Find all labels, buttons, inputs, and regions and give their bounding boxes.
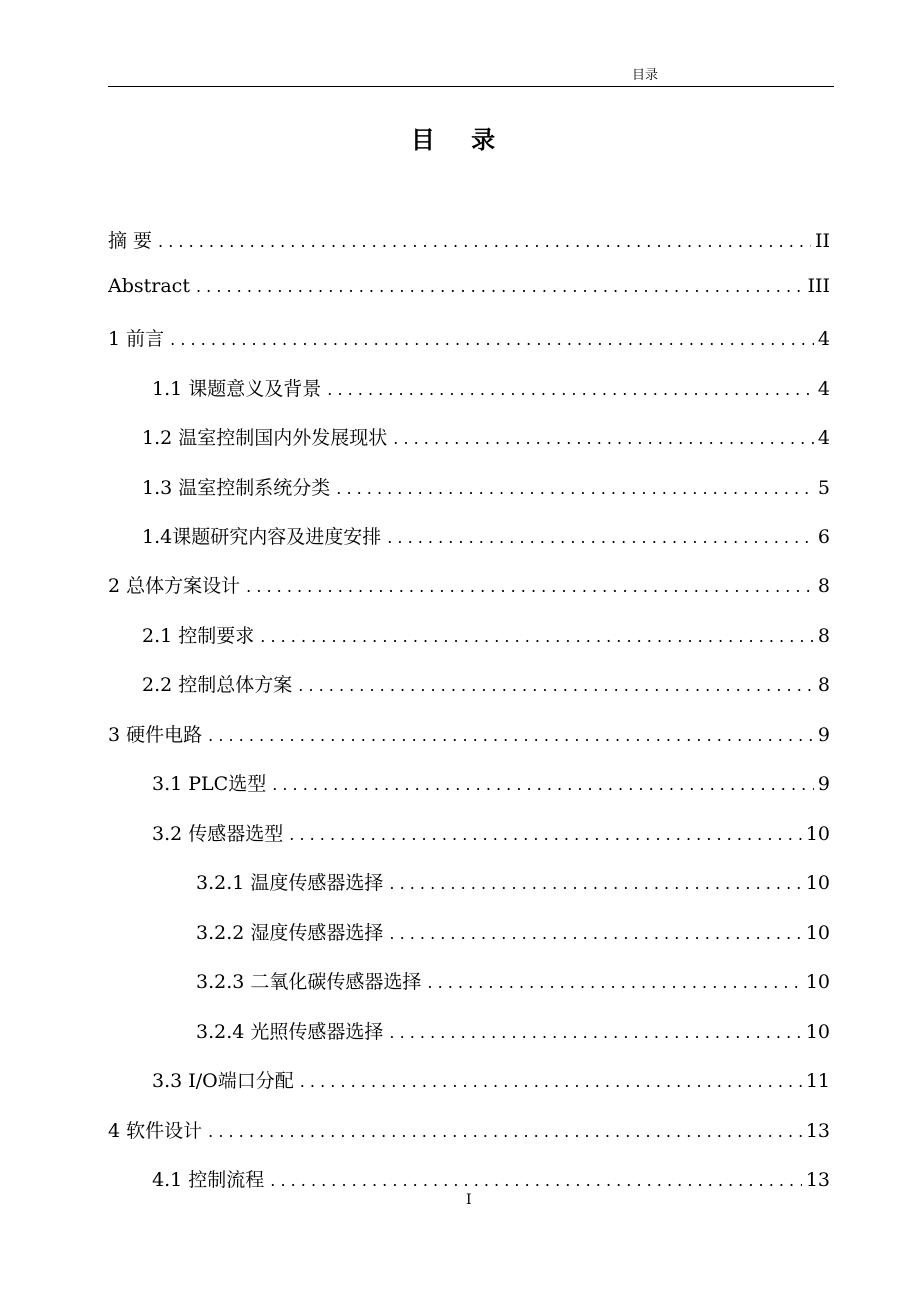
toc-entry-label: 1.2 温室控制国内外发展现状: [142, 427, 388, 449]
toc-leader: [208, 726, 814, 745]
toc-leader: [327, 380, 814, 399]
toc-entry-label: 4.1 控制流程: [152, 1169, 265, 1191]
toc-entry[interactable]: [142, 670, 830, 696]
toc-entry-label: 2 总体方案设计: [108, 575, 241, 597]
toc-entry[interactable]: [108, 1116, 830, 1142]
toc-entry-page: 8: [817, 575, 830, 597]
toc-leader: [196, 277, 804, 296]
toc-leader: [260, 627, 814, 646]
toc-leader: [389, 1023, 801, 1042]
toc-entry-page: 10: [805, 823, 830, 845]
toc-entry[interactable]: [196, 1017, 830, 1043]
toc-leader: [170, 330, 814, 349]
toc-entry[interactable]: [108, 226, 830, 252]
toc-leader: [246, 577, 814, 596]
toc-entry-label: 3.2.2 湿度传感器选择: [196, 922, 384, 944]
toc-entry-page: 10: [805, 872, 830, 894]
toc-entry-label: 2.1 控制要求: [142, 625, 255, 647]
toc-entry[interactable]: [142, 522, 830, 548]
toc-entry[interactable]: [108, 720, 830, 746]
toc-entry-label: 1.1 课题意义及背景: [152, 378, 322, 400]
page-number-text: I: [466, 1192, 472, 1208]
toc-entry-label: 1 前言: [108, 328, 165, 350]
toc-leader: [289, 825, 802, 844]
toc-entry-page: 8: [817, 625, 830, 647]
toc-leader: [158, 232, 811, 251]
toc-entry-label: Abstract: [108, 275, 190, 297]
toc-entry-page: 4: [817, 328, 830, 350]
toc-entry-label: 4 软件设计: [108, 1120, 203, 1142]
toc-entry[interactable]: [152, 819, 830, 845]
toc-entry-label: 3.2.1 温度传感器选择: [196, 872, 384, 894]
toc-entry-label: 2.2 控制总体方案: [142, 674, 293, 696]
toc-entry-label: 3 硬件电路: [108, 724, 203, 746]
toc-entry-label: 1.3 温室控制系统分类: [142, 477, 331, 499]
toc-entry-page: II: [814, 230, 830, 252]
toc-entry-label: 3.1 PLC选型: [152, 773, 267, 795]
toc-entry[interactable]: [142, 423, 830, 449]
toc-entry[interactable]: [196, 918, 830, 944]
toc-entry-page: 10: [805, 971, 830, 993]
toc-entry[interactable]: [152, 1066, 830, 1092]
toc-entry-page: 6: [817, 526, 830, 548]
toc-entry-label: 3.2.3 二氧化碳传感器选择: [196, 971, 422, 993]
toc-leader: [300, 1072, 802, 1091]
toc-entry[interactable]: [108, 571, 830, 597]
toc-entry-page: 13: [805, 1120, 830, 1142]
toc-entry-page: 10: [805, 922, 830, 944]
running-header-text: 目录: [632, 68, 659, 83]
toc-entry[interactable]: [108, 324, 830, 350]
toc-entry-page: 10: [805, 1021, 830, 1043]
toc-entry[interactable]: [108, 275, 830, 301]
toc-entry[interactable]: [152, 769, 830, 795]
toc-entry[interactable]: [152, 1165, 830, 1191]
toc-entry-page: III: [807, 275, 830, 297]
toc-entry-page: 4: [817, 378, 830, 400]
toc-leader: [298, 676, 814, 695]
toc-entry[interactable]: [196, 967, 830, 993]
toc-leader: [393, 429, 814, 448]
header-rule: [108, 86, 834, 87]
toc-entry-page: 4: [817, 427, 830, 449]
toc-entry[interactable]: [142, 621, 830, 647]
toc-entry-label: 3.2 传感器选型: [152, 823, 284, 845]
page-title: 目 录: [410, 126, 510, 154]
toc-entry-page: 11: [805, 1070, 830, 1092]
toc-leader: [270, 1171, 802, 1190]
toc-entry[interactable]: [152, 374, 830, 400]
toc-leader: [427, 973, 801, 992]
toc-entry-page: 5: [817, 477, 830, 499]
toc-entry-label: 1.4课题研究内容及进度安排: [142, 526, 382, 548]
toc-entry-page: 9: [817, 724, 830, 746]
toc-leader: [389, 924, 801, 943]
toc-entry-label: 3.3 I/O端口分配: [152, 1070, 294, 1092]
toc-leader: [389, 874, 801, 893]
toc-entry-page: 13: [805, 1169, 830, 1191]
toc-leader: [387, 528, 814, 547]
toc-leader: [336, 479, 814, 498]
toc-entry-page: 8: [817, 674, 830, 696]
toc-entry[interactable]: [142, 473, 830, 499]
toc-leader: [208, 1122, 802, 1141]
toc-entry-label: 摘 要: [108, 230, 153, 252]
toc-entry-label: 3.2.4 光照传感器选择: [196, 1021, 384, 1043]
toc-leader: [272, 775, 814, 794]
toc-entry[interactable]: [196, 868, 830, 894]
toc-entry-page: 9: [817, 773, 830, 795]
